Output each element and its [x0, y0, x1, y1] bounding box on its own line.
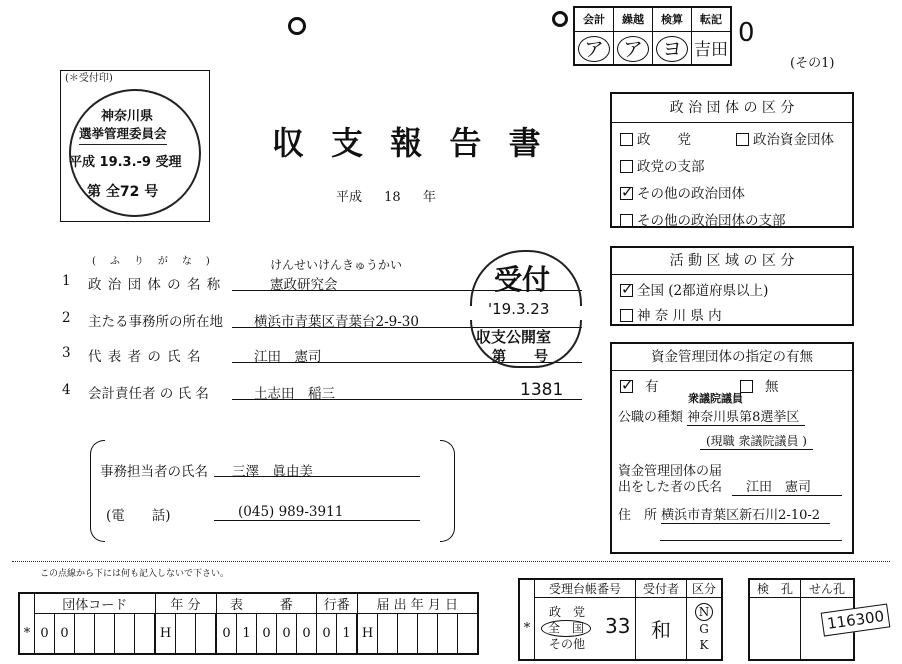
page-title: 収 支 報 告 書 [272, 124, 549, 162]
office-note: (現職 衆議院議員 ) [700, 432, 813, 450]
col-header: 検 孔 [749, 579, 801, 598]
fund-option-yes[interactable] [620, 375, 659, 395]
checkbox-icon[interactable] [736, 133, 749, 146]
option-label: 無 [765, 379, 779, 395]
option-label: 全国 (2都道府県以上) [637, 283, 769, 299]
field-no: 2 [62, 310, 71, 326]
col-header: 表 [216, 593, 257, 614]
category-item: 全 国 [541, 620, 591, 637]
org-type-option-other[interactable] [620, 182, 745, 202]
stamp-arc [470, 320, 582, 368]
code-cell [95, 614, 115, 654]
filer-label: 資金管理団体の届 [618, 464, 723, 479]
clip-hole-icon [552, 11, 568, 27]
col-header: 受付者 [636, 579, 687, 598]
inspection-stamp: 116300 [821, 603, 891, 636]
mark-header: 会計 [574, 7, 614, 31]
option-label: 政党の支部 [637, 159, 705, 175]
code-cell [196, 614, 217, 654]
uketsuke-stamp [466, 250, 584, 374]
org-type-option-fund[interactable] [736, 128, 834, 148]
col-header: 団体コード [35, 593, 156, 614]
org-type-box [610, 92, 854, 228]
code-cell: 0 [257, 614, 277, 654]
activity-option-national[interactable] [620, 279, 768, 299]
field-label: 主たる事務所の所在地 [88, 314, 223, 330]
activity-option-prefecture[interactable] [620, 304, 722, 324]
code-cell [75, 614, 95, 654]
kubun-item: K [699, 638, 709, 653]
inspection-cell [749, 598, 801, 660]
code-cell [135, 614, 156, 654]
org-name-value: 憲政研究会 [270, 277, 338, 293]
col-header: 番 [257, 593, 317, 614]
col-header: 年 分 [155, 593, 216, 614]
page-number: (その1) [790, 56, 835, 71]
field-label: 政 治 団 体 の 名 称 [88, 277, 222, 293]
row-star: * [519, 598, 535, 660]
code-cell [458, 614, 479, 654]
code-cell: H [357, 614, 378, 654]
accountant-value: 土志田 稲三 [254, 386, 335, 402]
office-value: 神奈川県第8選挙区 [687, 410, 805, 426]
office-address-value: 横浜市青葉区青葉台2-9-30 [254, 314, 419, 330]
contact-name-value: 三澤 眞由美 [232, 464, 313, 480]
extra-mark: 0 [738, 18, 755, 48]
code-cell: 0 [55, 614, 75, 654]
mark-header: 繰越 [614, 7, 653, 31]
option-label: 神 奈 川 県 内 [637, 308, 722, 324]
code-cell [176, 614, 196, 654]
mark-hand: 吉田 [692, 31, 732, 65]
reception-category [535, 598, 636, 660]
contact-bracket-left [90, 440, 105, 542]
stamp-line: 神奈川県 [101, 109, 154, 124]
ledger-number: 33 [605, 614, 631, 638]
activity-area-box [610, 246, 854, 326]
code-cell: 1 [337, 614, 358, 654]
office-row [618, 406, 805, 425]
filer-value: 江田 憲司 [732, 476, 842, 496]
mark-header: 転記 [692, 7, 732, 31]
fund-mgmt-title: 資金管理団体の指定の有無 [612, 344, 852, 371]
address-value: 横浜市青葉区新石川2-10-2 [661, 508, 830, 524]
office-label: 公職の種類 [618, 410, 684, 425]
year-number: 18 [384, 190, 401, 205]
year-unit: 年 [422, 190, 436, 205]
kubun-item: G [699, 622, 709, 637]
col-header: 行番 [317, 593, 358, 614]
col-header: 区分 [687, 579, 723, 598]
org-type-option-other-branch[interactable] [620, 209, 786, 229]
received-stamp-label: (＊受付印) [65, 73, 113, 84]
received-stamp-box [60, 70, 210, 222]
contact-line [214, 520, 420, 521]
stamp-date: '19.3.23 [488, 300, 550, 318]
contact-name-label: 事務担当者の氏名 [100, 464, 208, 480]
code-cell [115, 614, 135, 654]
code-table [18, 592, 479, 655]
activity-area-title: 活 動 区 域 の 区 分 [612, 248, 852, 275]
fund-mgmt-box [610, 342, 854, 554]
kubun-item: N [695, 603, 713, 621]
mark-hand: ア [614, 31, 653, 65]
code-cell: 1 [237, 614, 257, 654]
checkbox-icon[interactable] [620, 309, 633, 322]
field-no: 1 [62, 273, 71, 289]
stamp-big: 受付 [494, 263, 551, 296]
code-cell: 0 [317, 614, 337, 654]
contact-line [214, 476, 420, 477]
code-cell [398, 614, 418, 654]
col-header: 届 出 年 月 日 [357, 593, 478, 614]
contact-tel-label: (電 話) [106, 508, 171, 524]
checkbox-icon[interactable] [620, 380, 633, 393]
mark-hand: ア [574, 31, 614, 65]
col-header: 受理台帳番号 [535, 579, 636, 598]
checkbox-icon[interactable] [620, 133, 633, 146]
field-no: 4 [62, 382, 71, 398]
punch-hole-icon [288, 17, 306, 35]
code-cell: H [155, 614, 176, 654]
contact-tel-value: (045) 989-3911 [238, 504, 344, 520]
handwritten-number: 1381 [520, 380, 564, 400]
col-header: せん孔 [801, 579, 855, 598]
furigana-label: ( ふ り が な ) [92, 256, 212, 267]
field-label: 代 表 者 の 氏 名 [88, 349, 202, 365]
year-era: 平成 [336, 190, 363, 205]
option-label: その他の政治団体の支部 [637, 213, 786, 229]
report-year [336, 186, 436, 205]
checkbox-icon[interactable] [620, 284, 633, 297]
furigana-value: けんせいけんきゅうかい [270, 258, 403, 272]
category-item: 政 党 [549, 604, 586, 619]
code-cell: 0 [297, 614, 317, 654]
stamp-line: 選挙管理委員会 [79, 124, 167, 145]
fund-option-no[interactable] [740, 375, 779, 395]
received-stamp [69, 89, 201, 217]
option-label: 有 [645, 379, 659, 395]
field-no: 3 [62, 345, 71, 361]
contact-bracket-right [440, 440, 455, 542]
option-label: 政治資金団体 [753, 132, 834, 148]
checkbox-icon[interactable] [620, 214, 633, 227]
option-label: 政 党 [637, 132, 691, 148]
address-label: 住 所 [618, 508, 658, 523]
address-row [618, 504, 830, 523]
stamp-number: 第 全72 号 [87, 184, 159, 200]
option-label: その他の政治団体 [637, 186, 745, 202]
representative-value: 江田 憲司 [254, 349, 322, 365]
org-type-option-branch[interactable] [620, 155, 705, 175]
office-handwritten: 衆議院議員 [688, 392, 743, 405]
code-cell [378, 614, 398, 654]
checkbox-icon[interactable] [620, 187, 633, 200]
cut-line [12, 561, 890, 562]
code-cell: 0 [35, 614, 55, 654]
stamp-date: 平成 19.3.-9 受理 [69, 155, 182, 170]
field-label: 会計責任者 の 氏 名 [88, 386, 209, 402]
org-type-title: 政 治 団 体 の 区 分 [612, 94, 852, 123]
reception-table [518, 578, 723, 661]
approval-marks [573, 6, 732, 66]
org-type-option-party[interactable] [620, 128, 691, 148]
checkbox-icon[interactable] [620, 160, 633, 173]
code-cell: 0 [216, 614, 237, 654]
address-line [660, 540, 842, 541]
row-star: * [19, 614, 35, 654]
mark-hand: ヨ [653, 31, 692, 65]
cut-note: この点線から下には何も記入しないで下さい。 [40, 569, 230, 579]
code-cell [438, 614, 458, 654]
stamp-number: 第 号 [492, 349, 548, 365]
mark-header: 検算 [653, 7, 692, 31]
stamp-office: 収支公開室 [476, 328, 552, 346]
kubun [687, 598, 723, 660]
filer-label: 出をした者の氏名 [618, 480, 723, 495]
code-cell [418, 614, 438, 654]
category-item: その他 [549, 636, 586, 651]
receiver: 和 [636, 598, 687, 660]
code-cell: 0 [277, 614, 297, 654]
